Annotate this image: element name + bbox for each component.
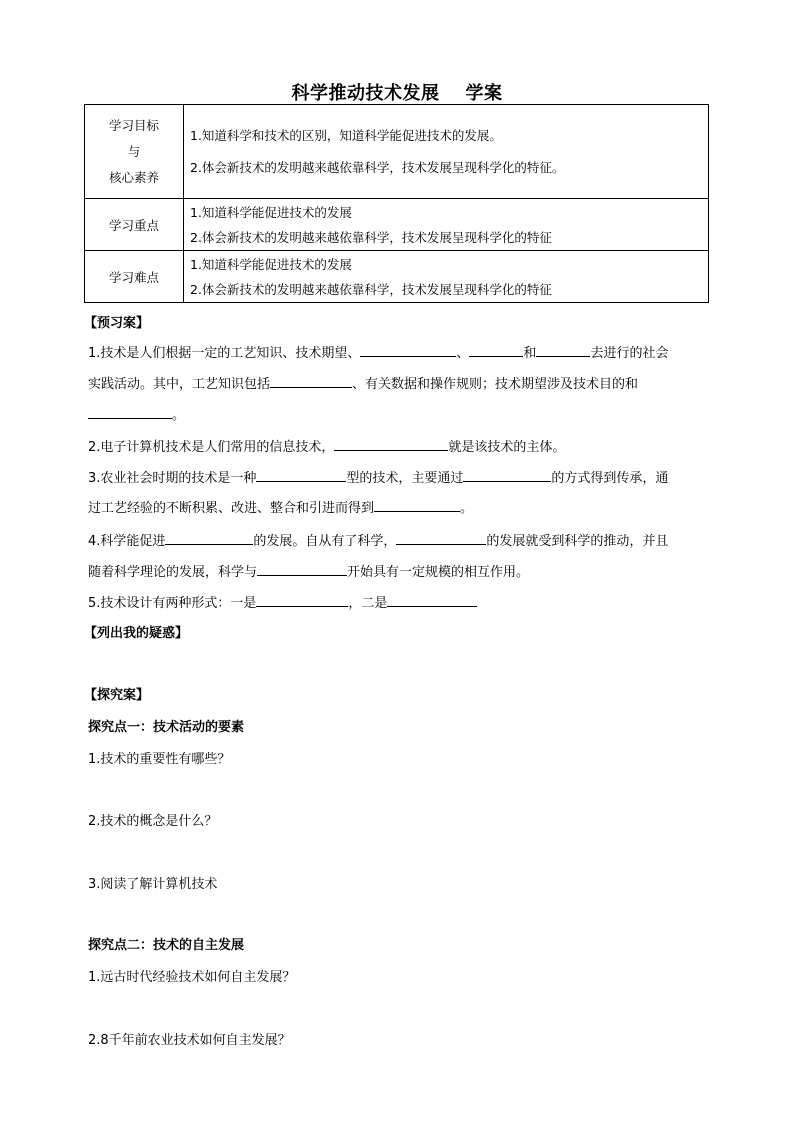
q1-text-f: 、有关数据和操作规则；技术期望涉及技术目的和 xyxy=(352,377,639,392)
answer-blank[interactable] xyxy=(469,342,523,357)
q4-text-a: 4.科学能促进 xyxy=(88,534,166,549)
q4-text-b: 的发展。自从有了科学， xyxy=(253,534,397,549)
table-row xyxy=(85,199,709,251)
goals-item-2: 2.体会新技术的发明越来越依靠科学，技术发展呈现科学化的特征。 xyxy=(190,159,565,175)
key-point-item-2: 2.体会新技术的发明越来越依靠科学，技术发展呈现科学化的特征 xyxy=(190,229,552,245)
answer-blank[interactable] xyxy=(334,436,448,451)
answer-blank[interactable] xyxy=(396,530,486,545)
key-points-content xyxy=(184,199,709,251)
question-5 xyxy=(88,592,477,611)
q3-text-d: 过工艺经验的不断积累、改进、整合和引进而得到 xyxy=(88,501,375,516)
q5-text-b: ，二是 xyxy=(348,596,388,611)
explore-point-1-question-3: 3.阅读了解计算机技术 xyxy=(88,877,218,892)
key-points-label: 学习重点 xyxy=(85,199,184,251)
explore-point-2-question-1: 1.远古时代经验技术如何自主发展？ xyxy=(88,970,296,985)
difficulty-item-2: 2.体会新技术的发明越来越依靠科学，技术发展呈现科学化的特征 xyxy=(190,281,552,297)
goals-label-line-2: 与 xyxy=(127,143,141,159)
q1-text-b: 、 xyxy=(456,346,470,361)
explore-point-1-title: 探究点一：技术活动的要素 xyxy=(88,720,245,735)
q1-text-a: 1.技术是人们根据一定的工艺知识、技术期望、 xyxy=(88,346,361,361)
difficulties-content xyxy=(184,251,709,303)
q1-text-g: 。 xyxy=(172,408,186,423)
q3-text-e: 。 xyxy=(460,501,474,516)
answer-blank[interactable] xyxy=(270,373,352,388)
goals-table xyxy=(84,104,709,303)
goals-label-line-3: 核心素养 xyxy=(108,169,159,185)
explore-heading: 【探究案】 xyxy=(84,688,150,703)
table-row xyxy=(85,105,709,199)
answer-blank[interactable] xyxy=(374,497,460,512)
q5-text-a: 5.技术设计有两种形式：一是 xyxy=(88,596,257,611)
answer-blank[interactable] xyxy=(256,467,346,482)
q2-text-b: 就是该技术的主体。 xyxy=(448,440,566,455)
answer-blank[interactable] xyxy=(256,592,348,607)
q1-text-c: 和 xyxy=(523,346,537,361)
q2-text-a: 2.电子计算机技术是人们常用的信息技术， xyxy=(88,440,335,455)
q4-text-e: 开始具有一定规模的相互作用。 xyxy=(347,565,530,580)
explore-point-1-question-1: 1.技术的重要性有哪些？ xyxy=(88,752,231,767)
question-4-line-2 xyxy=(88,561,529,580)
question-1-line-1 xyxy=(88,342,668,361)
difficulty-item-1: 1.知道科学能促进技术的发展 xyxy=(190,256,352,272)
answer-blank[interactable] xyxy=(360,342,456,357)
question-3-line-1 xyxy=(88,467,668,486)
q3-text-b: 型的技术，主要通过 xyxy=(346,471,464,486)
preview-heading: 【预习案】 xyxy=(84,316,150,331)
explore-point-2-question-2: 2.8千年前农业技术如何自主发展？ xyxy=(88,1033,291,1048)
q4-text-c: 的发展就受到科学的推动，并且 xyxy=(486,534,669,549)
goals-label-line-1: 学习目标 xyxy=(108,117,159,133)
question-2 xyxy=(88,436,565,455)
goals-item-1: 1.知道科学和技术的区别，知道科学能促进技术的发展。 xyxy=(190,127,502,143)
answer-blank[interactable] xyxy=(463,467,551,482)
title-sub: 学案 xyxy=(465,83,503,104)
answer-blank[interactable] xyxy=(387,592,477,607)
q3-text-a: 3.农业社会时期的技术是一种 xyxy=(88,471,257,486)
explore-point-2-title: 探究点二：技术的自主发展 xyxy=(88,938,245,953)
question-1-line-3 xyxy=(88,404,185,423)
question-3-line-2 xyxy=(88,497,473,516)
table-row xyxy=(85,251,709,303)
q1-text-e: 实践活动。其中，工艺知识包括 xyxy=(88,377,271,392)
question-4-line-1 xyxy=(88,530,668,549)
answer-blank[interactable] xyxy=(536,342,590,357)
doubts-heading: 【列出我的疑惑】 xyxy=(84,626,189,641)
answer-blank[interactable] xyxy=(88,404,172,419)
title-main: 科学推动技术发展 xyxy=(291,83,440,104)
explore-point-1-question-2: 2.技术的概念是什么？ xyxy=(88,814,218,829)
answer-blank[interactable] xyxy=(257,561,347,576)
key-point-item-1: 1.知道科学能促进技术的发展 xyxy=(190,204,352,220)
difficulties-label: 学习难点 xyxy=(85,251,184,303)
answer-blank[interactable] xyxy=(165,530,253,545)
page-title xyxy=(0,79,794,105)
goals-content-cell xyxy=(184,105,709,199)
question-1-line-2 xyxy=(88,373,638,392)
q3-text-c: 的方式得到传承，通 xyxy=(551,471,669,486)
q4-text-d: 随着科学理论的发展，科学与 xyxy=(88,565,258,580)
q1-text-d: 去进行的社会 xyxy=(590,346,669,361)
goals-label-cell xyxy=(85,105,184,199)
